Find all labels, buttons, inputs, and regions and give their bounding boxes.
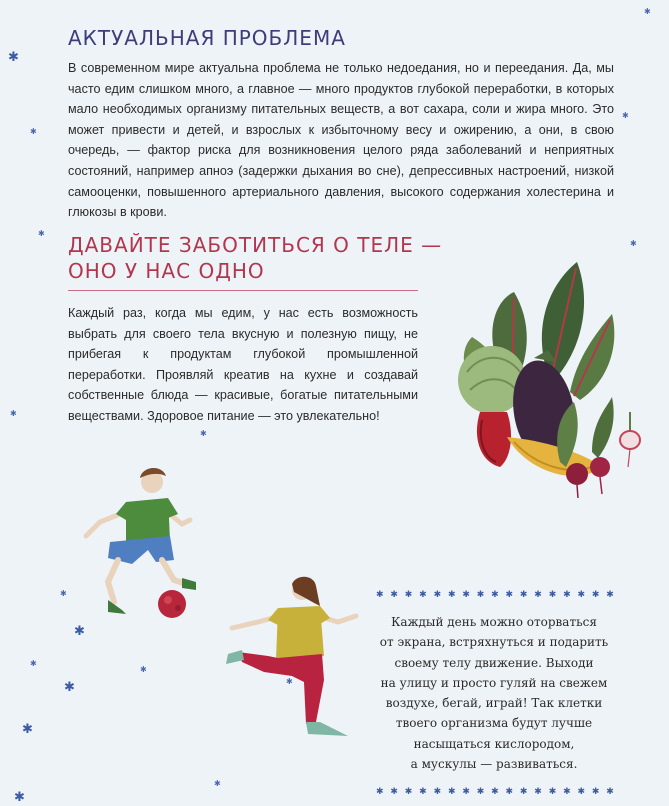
section-title-care-line1: ДАВАЙТЕ ЗАБОТИТЬСЯ О ТЕЛЕ —: [68, 233, 443, 257]
callout-line: а мускулы — развиваться.: [410, 757, 578, 772]
section-title-problem: АКТУАЛЬНАЯ ПРОБЛЕМА: [68, 26, 346, 50]
callout-border-bottom: ✱ ✱ ✱ ✱ ✱ ✱ ✱ ✱ ✱ ✱ ✱ ✱ ✱ ✱ ✱ ✱ ✱: [376, 786, 614, 796]
star-icon: ✱: [74, 623, 85, 638]
star-icon: ✱: [214, 779, 221, 788]
callout-line: насыщаться кислородом,: [413, 736, 575, 751]
callout-text: [368, 612, 620, 774]
star-icon: ✱: [630, 239, 637, 248]
star-icon: ✱: [140, 665, 147, 674]
star-icon: ✱: [200, 429, 207, 438]
star-icon: ✱: [38, 229, 45, 238]
callout-line: Каждый день можно оторваться: [391, 615, 597, 629]
star-icon: ✱: [644, 7, 651, 16]
callout-line: твоего организма будут лучше: [395, 716, 593, 731]
star-icon: ✱: [22, 721, 33, 736]
section-title-care-line2: ОНО У НАС ОДНО: [68, 259, 265, 283]
star-icon: ✱: [64, 679, 75, 694]
star-icon: ✱: [30, 659, 37, 668]
section-paragraph-care: Каждый раз, когда мы едим, у нас есть возможность выбрать для своего тела вкусную и полезную пищу, не прибегая к продуктам глубокой промышленной переработки. Проявляй креатив на кухне и создавай собственные блюда — красивые, богатые питательными веществами. Здоровое питание — это увлекательно!: [68, 306, 418, 423]
section-title-care: [68, 232, 442, 284]
star-icon: ✱: [30, 127, 37, 136]
callout-line: воздухе, бегай, играй! Так клетки: [385, 696, 603, 711]
star-icon: ✱: [622, 111, 629, 120]
star-icon: ✱: [286, 677, 293, 686]
star-icon: ✱: [10, 409, 17, 418]
star-icon: ✱: [14, 789, 25, 804]
star-icon: ✱: [8, 49, 19, 64]
callout-line: своему телу движение. Выходи: [394, 655, 594, 670]
section-paragraph-problem: В современном мире актуальна проблема не только недоедания, но и переедания. Да, мы часто едим слишком много, а главное — много продуктов глубокой переработки, в которых мало необходимых организму питательных веществ, а вот сахара, соли и жира много. Это может привести и детей, и взрослых к избыточному весу и ожирению, а они, в свою очередь, — фактор риска для возникновения целого ряда заболеваний и неприятных состояний, например апноэ (задержки дыхания во сне), депрессивных настроений, низкой самооценки, повышенного артериального давления, высокого содержания холестерина и глюкозы в крови.: [68, 61, 614, 220]
callout-border-top: ✱ ✱ ✱ ✱ ✱ ✱ ✱ ✱ ✱ ✱ ✱ ✱ ✱ ✱ ✱ ✱ ✱: [376, 589, 614, 599]
callout-line: от экрана, встряхнуться и подарить: [379, 635, 609, 650]
star-icon: ✱: [60, 589, 67, 598]
boy-kicking-ball-illustration: [70, 462, 200, 620]
vegetables-illustration: [452, 262, 642, 512]
title-underline: [68, 290, 418, 291]
girl-running-illustration: [198, 572, 368, 752]
callout-line: на улицу и просто гуляй на свежем: [380, 675, 608, 690]
